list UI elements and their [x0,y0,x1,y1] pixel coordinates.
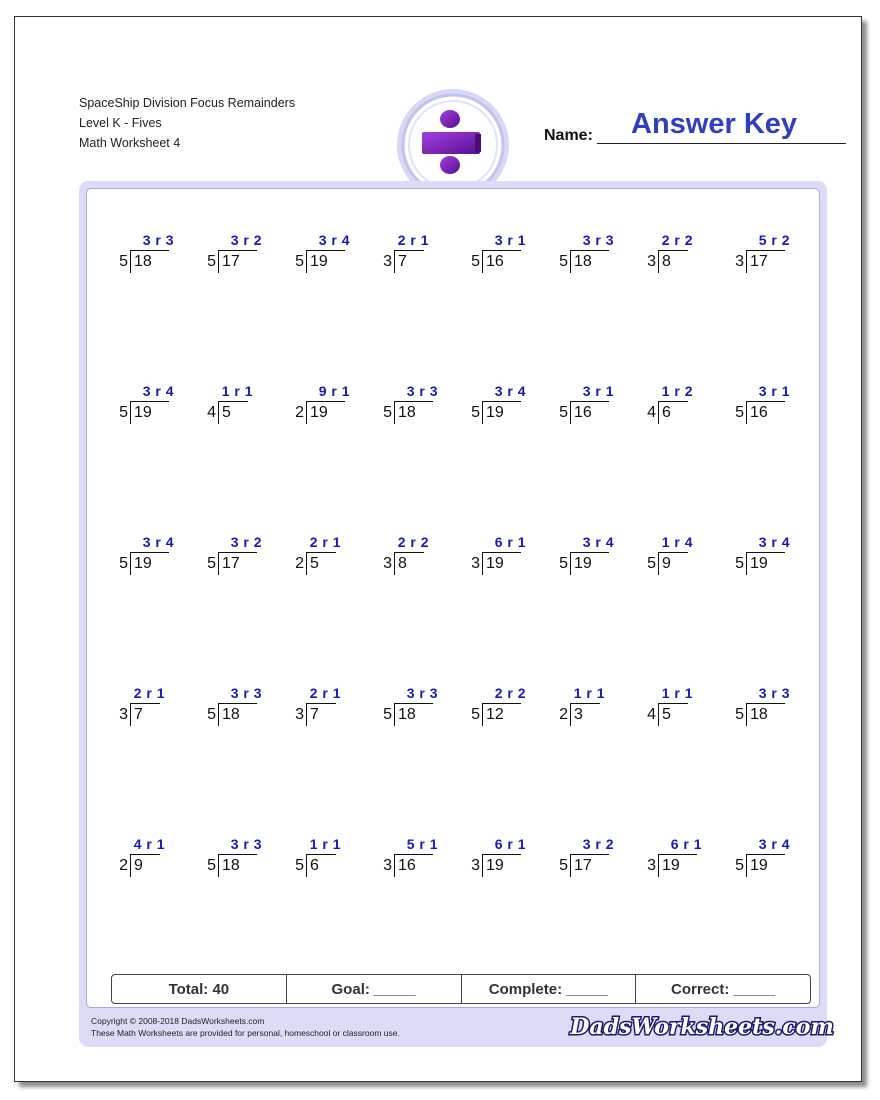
dividend: 8 [662,253,671,270]
dividend: 17 [222,253,240,270]
division-problem [557,685,617,733]
dividend: 19 [134,404,152,421]
quotient-answer: 2 r 2 [397,534,429,550]
quotient-answer: 3 r 3 [230,836,262,852]
divisor: 5 [207,253,216,270]
total-cell: Total: 40 [168,980,230,998]
divisor: 3 [383,253,392,270]
division-problem [557,232,617,280]
dividend: 19 [662,857,680,874]
dividend: 9 [134,857,143,874]
quotient-answer: 1 r 1 [661,685,693,701]
divisor: 5 [735,555,744,572]
divisor: 5 [559,253,568,270]
brand-text: DadsWorksheets.com [570,1014,834,1040]
name-label: Name: [544,127,593,144]
quotient-answer: 3 r 3 [582,232,614,248]
problem-area [86,188,820,1008]
answer-key-label: Answer Key [631,108,798,140]
dividend: 16 [398,857,416,874]
dividend: 7 [310,706,319,723]
dividend: 6 [310,857,319,874]
footer-text [91,1015,400,1039]
quotient-answer: 4 r 1 [133,836,165,852]
division-problem [381,534,441,582]
dividend: 5 [310,555,319,572]
divisor: 5 [383,404,392,421]
divisor: 5 [559,404,568,421]
quotient-answer: 1 r 1 [221,383,253,399]
quotient-answer: 3 r 4 [494,383,526,399]
dividend: 6 [662,404,671,421]
quotient-answer: 5 r 1 [406,836,438,852]
quotient-answer: 3 r 1 [582,383,614,399]
division-problem [117,232,177,280]
division-problem [557,836,617,884]
division-problem [733,534,793,582]
divisor: 3 [471,555,480,572]
quotient-answer: 3 r 4 [758,534,790,550]
divisor: 5 [295,253,304,270]
dividend: 18 [398,706,416,723]
dividend: 12 [486,706,504,723]
dividend: 19 [310,404,328,421]
dividend: 18 [574,253,592,270]
division-problem [205,232,265,280]
quotient-answer: 1 r 2 [661,383,693,399]
division-problem [469,836,529,884]
division-problem [645,836,705,884]
quotient-answer: 2 r 2 [661,232,693,248]
quotient-answer: 2 r 1 [309,534,341,550]
dividend: 19 [750,555,768,572]
dividend: 17 [574,857,592,874]
quotient-answer: 3 r 3 [142,232,174,248]
division-problem [293,836,353,884]
dividend: 7 [398,253,407,270]
divisor: 3 [647,253,656,270]
division-problem [117,685,177,733]
divisor: 3 [647,857,656,874]
division-problem [117,836,177,884]
divisor: 5 [735,706,744,723]
divisor: 2 [119,857,128,874]
quotient-answer: 3 r 3 [758,685,790,701]
quotient-answer: 3 r 4 [142,534,174,550]
dividend: 9 [662,555,671,572]
dividend: 19 [486,404,504,421]
division-problem [205,383,265,431]
division-problem [381,383,441,431]
quotient-answer: 1 r 4 [661,534,693,550]
divisor: 3 [383,857,392,874]
divisor: 3 [735,253,744,270]
dividend: 18 [398,404,416,421]
divisor: 5 [471,404,480,421]
division-problem [557,534,617,582]
divisor: 5 [119,404,128,421]
division-problem [381,836,441,884]
division-problem [733,836,793,884]
dividend: 16 [574,404,592,421]
worksheet-number: Math Worksheet 4 [79,136,181,150]
correct-cell: Correct: _____ [635,975,810,1003]
divisor: 4 [207,404,216,421]
divisor: 5 [119,253,128,270]
quotient-answer: 6 r 1 [494,534,526,550]
problem-frame [79,181,834,1047]
quotient-answer: 2 r 1 [133,685,165,701]
quotient-answer: 3 r 1 [494,232,526,248]
divisor: 5 [383,706,392,723]
division-problem [469,232,529,280]
division-problem [117,534,177,582]
divisor: 5 [207,857,216,874]
division-problem [205,534,265,582]
worksheet-title: SpaceShip Division Focus Remainders [79,96,296,110]
division-problem [293,383,353,431]
name-line [597,143,846,144]
dividend: 19 [486,555,504,572]
dividend: 18 [134,253,152,270]
divisor: 3 [471,857,480,874]
divisor: 2 [295,555,304,572]
problem-grid [87,189,819,1007]
dividend: 8 [398,555,407,572]
divisor: 4 [647,404,656,421]
divisor: 3 [383,555,392,572]
quotient-answer: 3 r 2 [230,534,262,550]
score-bar [111,974,811,1004]
quotient-answer: 1 r 1 [309,836,341,852]
divisor: 5 [735,857,744,874]
dividend: 18 [222,857,240,874]
dividend: 19 [750,857,768,874]
dividend: 16 [750,404,768,421]
dividend: 16 [486,253,504,270]
division-problem [733,232,793,280]
quotient-answer: 3 r 3 [230,685,262,701]
dividend: 19 [310,253,328,270]
division-problem [469,685,529,733]
quotient-answer: 3 r 4 [582,534,614,550]
worksheet-level: Level K - Fives [79,116,162,130]
division-problem [381,232,441,280]
dividend: 18 [750,706,768,723]
copyright-text: Copyright © 2008-2018 DadsWorksheets.com [91,1016,265,1026]
divisor: 5 [471,253,480,270]
dividend: 18 [222,706,240,723]
goal-cell: Goal: _____ [286,975,461,1003]
dividend: 5 [662,706,671,723]
divisor: 5 [207,555,216,572]
dividend: 17 [222,555,240,572]
quotient-answer: 3 r 3 [406,383,438,399]
division-problem [733,383,793,431]
worksheet-page [14,16,862,1082]
division-problem [293,685,353,733]
division-problem [381,685,441,733]
dads-worksheets-logo [570,1009,834,1043]
quotient-answer: 2 r 1 [397,232,429,248]
division-problem [469,534,529,582]
divisor: 5 [471,706,480,723]
quotient-answer: 3 r 4 [142,383,174,399]
divisor: 4 [647,706,656,723]
divisor: 5 [207,706,216,723]
division-problem [645,534,705,582]
quotient-answer: 3 r 4 [318,232,350,248]
divisor: 5 [559,857,568,874]
usage-notice: These Math Worksheets are provided for personal, homeschool or classroom use. [91,1028,400,1038]
division-problem [469,383,529,431]
divisor: 2 [295,404,304,421]
quotient-answer: 3 r 2 [230,232,262,248]
quotient-answer: 1 r 1 [573,685,605,701]
divisor: 5 [735,404,744,421]
divisor: 5 [559,555,568,572]
complete-cell: Complete: _____ [461,975,636,1003]
divisor: 3 [119,706,128,723]
dividend: 7 [134,706,143,723]
divisor: 5 [119,555,128,572]
division-problem [733,685,793,733]
quotient-answer: 3 r 1 [758,383,790,399]
division-problem [293,232,353,280]
division-problem [205,685,265,733]
dividend: 19 [574,555,592,572]
division-problem [645,232,705,280]
quotient-answer: 2 r 1 [309,685,341,701]
divisor: 5 [647,555,656,572]
division-problem [557,383,617,431]
quotient-answer: 3 r 4 [758,836,790,852]
dividend: 17 [750,253,768,270]
division-problem [117,383,177,431]
quotient-answer: 2 r 2 [494,685,526,701]
quotient-answer: 6 r 1 [670,836,702,852]
quotient-answer: 6 r 1 [494,836,526,852]
divisor: 5 [295,857,304,874]
division-problem [293,534,353,582]
divisor: 3 [295,706,304,723]
worksheet-header [79,93,295,153]
division-problem [645,383,705,431]
quotient-answer: 5 r 2 [758,232,790,248]
division-problem [645,685,705,733]
dividend: 19 [134,555,152,572]
quotient-answer: 3 r 2 [582,836,614,852]
dividend: 3 [574,706,583,723]
division-problem [205,836,265,884]
dividend: 19 [486,857,504,874]
quotient-answer: 3 r 3 [406,685,438,701]
divisor: 2 [559,706,568,723]
dividend: 5 [222,404,231,421]
quotient-answer: 9 r 1 [318,383,350,399]
